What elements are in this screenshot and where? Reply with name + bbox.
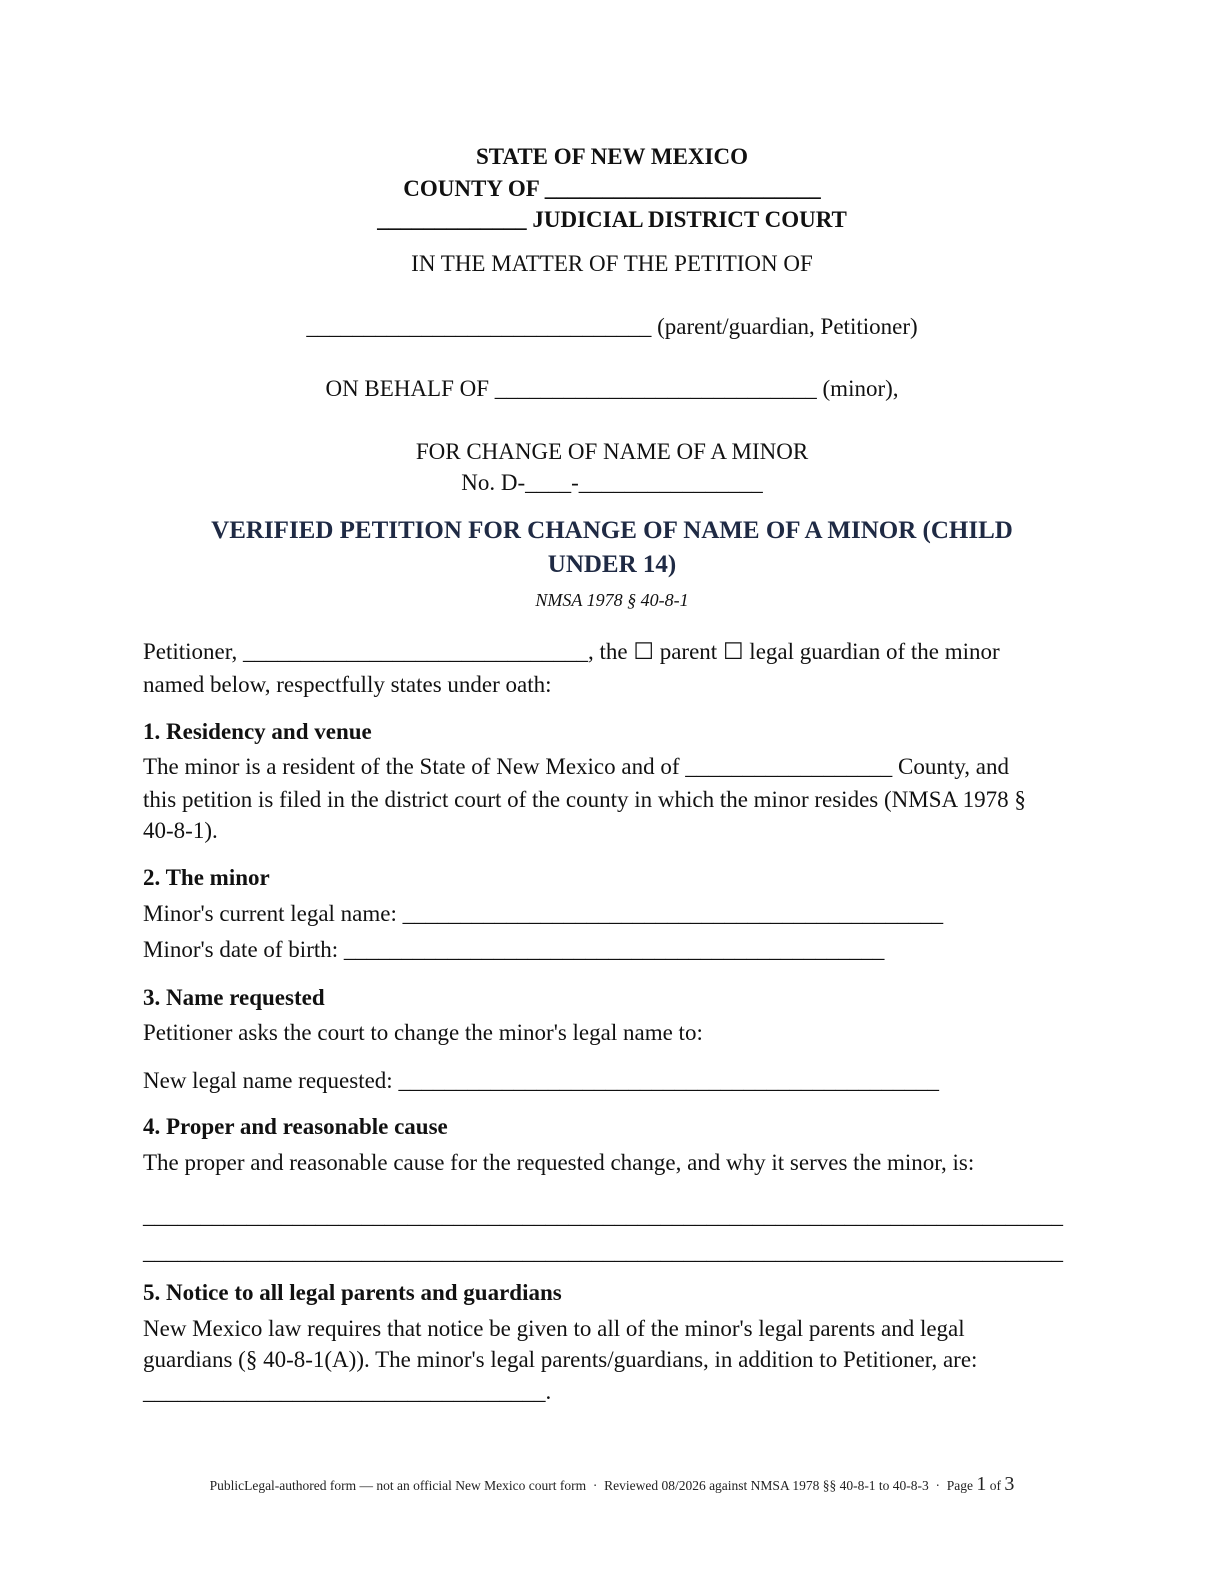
section-heading-minor: 2. The minor [143, 865, 270, 890]
section-text: Petitioner asks the court to change the minor's legal name to: [143, 1020, 703, 1045]
section-text: this petition is filed in the district court of the county in which the minor resides (NMSA 1978 § [143, 787, 1026, 812]
section-text: New Mexico law requires that notice be given to all of the minor's legal parents and legal [143, 1316, 965, 1341]
intro-line1: Petitioner, ______________________________, the ☐ parent ☐ legal guardian of the minor [143, 639, 1000, 664]
statute-citation: NMSA 1978 § 40-8-1 [535, 590, 689, 610]
page-total: 3 [1004, 1473, 1015, 1495]
cause-blank-line: ________________________________________________________________________________ [143, 1239, 1063, 1264]
caption-behalf-line: ON BEHALF OF ____________________________ (minor), [325, 376, 899, 401]
section-text: guardians (§ 40-8-1(A)). The minor's legal parents/guardians, in addition to Petitioner, are: [143, 1347, 978, 1372]
section-heading-cause: 4. Proper and reasonable cause [143, 1114, 448, 1139]
case-number: No. D-____-________________ [461, 470, 763, 495]
section-heading-notice: 5. Notice to all legal parents and guardians [143, 1280, 562, 1305]
section-text: 40-8-1). [143, 818, 218, 843]
document-title-line2: UNDER 14) [547, 551, 677, 578]
page-footer [0, 1470, 1224, 1500]
caption-for-change: FOR CHANGE OF NAME OF A MINOR [415, 439, 809, 464]
intro-line2: named below, respectfully states under oath: [143, 672, 552, 697]
section-text: The proper and reasonable cause for the requested change, and why it serves the minor, is: [143, 1150, 975, 1175]
caption-county: COUNTY OF ________________________ [403, 176, 821, 201]
section-heading-residency: 1. Residency and venue [143, 719, 372, 744]
footer-of: of [986, 1478, 1005, 1493]
section-text: The minor is a resident of the State of New Mexico and of __________________ County, and [143, 754, 1009, 779]
caption-state: STATE OF NEW MEXICO [476, 144, 748, 169]
page-number: 1 [976, 1473, 987, 1495]
parents-blank-line: ___________________________________. [143, 1379, 552, 1404]
minor-dob-field: Minor's date of birth: _______________________________________________ [143, 937, 885, 962]
section-heading-name-requested: 3. Name requested [143, 985, 325, 1010]
caption-district: _____________ JUDICIAL DISTRICT COURT [377, 207, 847, 232]
caption-petitioner-line: ______________________________ (parent/guardian, Petitioner) [306, 314, 918, 339]
minor-name-field: Minor's current legal name: _______________________________________________ [143, 901, 944, 926]
caption-matter: IN THE MATTER OF THE PETITION OF [411, 251, 813, 276]
cause-blank-line: ________________________________________________________________________________ [143, 1203, 1063, 1228]
document-title-line1: VERIFIED PETITION FOR CHANGE OF NAME OF A MINOR (CHILD [211, 517, 1013, 544]
footer-text: PublicLegal-authored form — not an official New Mexico court form · Reviewed 08/2026 against NMSA 1978 §§ 40-8-1 to 40-8-3 · Page [209, 1478, 977, 1493]
new-name-field: New legal name requested: _______________________________________________ [143, 1068, 939, 1093]
